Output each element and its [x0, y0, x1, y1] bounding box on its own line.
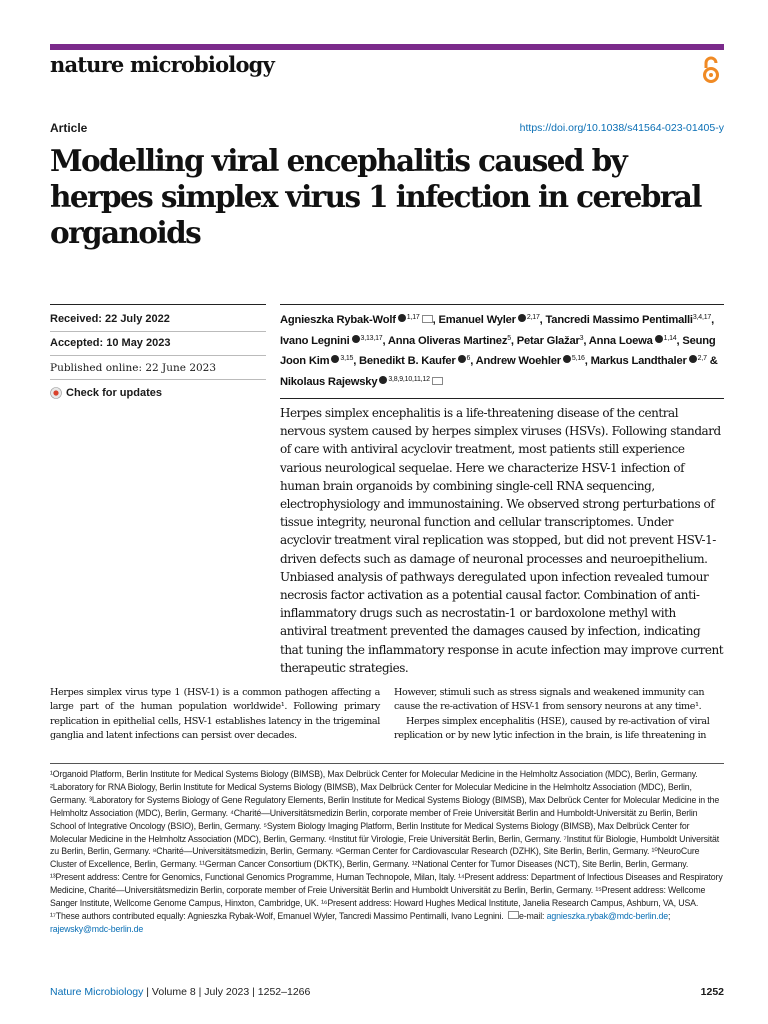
header-accent-bar	[50, 44, 724, 50]
orcid-icon[interactable]	[352, 335, 360, 343]
meta-divider	[50, 355, 266, 356]
email-separator: ;	[668, 910, 671, 921]
orcid-icon[interactable]	[379, 376, 387, 384]
email-icon[interactable]	[432, 377, 443, 385]
author-separator: &	[706, 355, 718, 368]
affiliations-text: ¹Organoid Platform, Berlin Institute for Medical Systems Biology (BIMSB), Max Delbrück Center for Molecular Medicine in the Helmholtz Association (MDC), Berlin, Germany. ²Laboratory for RNA Biology, Berlin Institute for Medical Systems Biology (BIMSB), Max Delbrück Center for Molecular Medicine in the Helmholtz Association (MDC), Berlin, Germany. ³Laboratory for Systems Biology of Gene Regulatory Elements, Berlin Institute for Medical Systems Biology (BIMSB), Max Delbrück Center for Molecular Medicine in the Helmholtz Association (MDC), Berlin, Germany. ⁴Charité—Universitätsmedizin Berlin, corporate member of Freie Universität Berlin and Humboldt-Universität zu Berlin, Berlin School of Integrative Oncology (BSIO), Berlin, Germany. ⁵System Biology Imaging Platform, Berlin Institute for Medical Systems Biology (BIMSB), Max Delbrück Center for Molecular Medicine in the Helmholtz Association (MDC), Berlin, Germany. ⁶Institut für Virologie, Freie Universität Berlin, Berlin, Germany. ⁷Institut für Biologie, Humboldt Universität zu Berlin, Berlin, Germany. ⁸Charité—Universitätsmedizin, Berlin, Germany. ⁹German Center for Cardiovascular Research (DZHK), Site Berlin, Berlin, Germany. ¹⁰NeuroCure Cluster of Excellence, Berlin, Germany. ¹¹German Cancer Consortium (DKTK), Berlin, Germany. ¹²National Center for Tumor Diseases (NCT), Site Berlin, Berlin, Germany. ¹³Present address: Centre for Genomics, Functional Genomics Programme, Human Technopole, Milan, Italy. ¹⁴Present address: Department of Infectious Diseases and Respiratory Medicine, Charité—Universitätsmedizin Berlin, corporate member of Freie Universität Berlin and Humboldt Universität zu Berlin, Berlin, Germany. ¹⁵Present address: Wellcome Sanger Institute, Wellcome Genome Campus, Hinxton, Cambridge, UK. ¹⁶Present address: Howard Hughes Medical Institute, Janelia Research Campus, Ashburn, VA, USA. ¹⁷These authors contributed equally: Agnieszka Rybak-Wolf, Emanuel Wyler, Tancredi Massimo Pentimalli, Ivano Legnini.	[50, 769, 723, 921]
author-separator: ,	[539, 314, 546, 326]
author-name[interactable]: Benedikt B. Kaufer	[359, 355, 456, 368]
author-name[interactable]: Anna Loewa	[588, 334, 653, 347]
orcid-icon[interactable]	[398, 314, 406, 322]
journal-name[interactable]: nature microbiology	[50, 52, 274, 77]
author-name[interactable]: Tancredi Massimo Pentimalli	[545, 314, 693, 326]
update-badge-icon	[50, 387, 62, 399]
author-affiliation-marker: 3	[579, 334, 584, 342]
body-paragraph: Herpes simplex encephalitis (HSE), caused by re-activation of viral replication or by new lytic infection in the brain, is life threatening in	[394, 715, 710, 742]
author-affiliation-marker: 3,13,17	[360, 334, 383, 342]
body-column-left	[50, 686, 380, 744]
affiliations-rule	[50, 763, 724, 764]
affiliations	[50, 768, 724, 936]
doi-link[interactable]: https://doi.org/10.1038/s41564-023-01405-y	[519, 122, 724, 134]
orcid-icon[interactable]	[518, 314, 526, 322]
left-top-rule	[50, 304, 266, 305]
author-affiliation-marker: 2,7	[697, 355, 707, 363]
orcid-icon[interactable]	[689, 355, 697, 363]
author-name[interactable]: Andrew Woehler	[475, 355, 561, 368]
article-title: Modelling viral encephalitis caused by herpes simplex virus 1 infection in cerebral organoids	[50, 143, 701, 250]
email-icon	[508, 911, 519, 919]
author-name[interactable]: Emanuel Wyler	[438, 314, 516, 326]
author-affiliation-marker: 5	[507, 334, 511, 342]
author-name[interactable]: Anna Oliveras Martinez	[387, 334, 508, 347]
orcid-icon[interactable]	[458, 355, 466, 363]
received-date: Received: 22 July 2022	[50, 313, 170, 325]
author-name[interactable]: Nikolaus Rajewsky	[280, 375, 378, 388]
article-type-label: Article	[50, 121, 88, 135]
author-separator: ,	[711, 314, 715, 326]
author-separator: ,	[470, 355, 476, 368]
email-link-rajewsky[interactable]: rajewsky@mdc-berlin.de	[50, 923, 144, 934]
body-paragraph: Herpes simplex virus type 1 (HSV-1) is a common pathogen affecting a large part of the human population worldwide¹. Following primary replication in epithelial cells, HSV-1 establishes latency in the trigeminal ganglia and latent infections can persist over decades.	[50, 687, 380, 742]
author-separator: ,	[382, 334, 388, 347]
author-list	[280, 309, 724, 391]
author-separator: ,	[353, 355, 360, 368]
check-updates-button[interactable]	[50, 387, 162, 399]
footer-journal-link[interactable]: Nature Microbiology	[50, 986, 144, 998]
orcid-icon[interactable]	[331, 355, 339, 363]
body-column-right	[394, 686, 724, 744]
author-separator: ,	[676, 334, 683, 347]
author-affiliation-marker: 3,15	[340, 355, 354, 363]
author-name[interactable]: Markus Landthaler	[590, 355, 687, 368]
author-separator: ,	[583, 334, 589, 347]
author-affiliation-marker: 5,16	[571, 355, 585, 363]
author-affiliation-marker: 3,8,9,10,11,12	[388, 375, 430, 383]
author-separator: ,	[510, 334, 517, 347]
meta-divider	[50, 331, 266, 332]
author-affiliation-marker: 2,17	[526, 314, 540, 321]
orcid-icon[interactable]	[655, 335, 663, 343]
published-date: Published online: 22 June 2023	[50, 362, 217, 374]
email-icon[interactable]	[422, 315, 433, 323]
author-name[interactable]: Ivano Legnini	[280, 334, 350, 347]
author-name[interactable]: Petar Glažar	[516, 334, 580, 347]
page-number: 1252	[700, 986, 724, 998]
author-name[interactable]: Seung Joon Kim	[280, 334, 716, 368]
author-separator: ,	[432, 314, 439, 326]
accepted-date: Accepted: 10 May 2023	[50, 337, 171, 349]
author-affiliation-marker: 3,4,17	[692, 314, 712, 321]
check-updates-label: Check for updates	[66, 387, 162, 399]
abstract: Herpes simplex encephalitis is a life-threatening disease of the central nervous system caused by herpes simplex viruses (HSVs). Following standard of care with antiviral acyclovir treatment, most patients still experience various neurological sequelae. Here we characterize HSV-1 infection of human brain organoids by combining single-cell RNA sequencing, electrophysiology and immunostaining. We observed strong perturbations of tissue integrity, neuronal function and cellular transcriptomes. Under acyclovir treatment viral replication was stopped, but did not prevent HSV-1-driven defects such as damage of neuronal processes and neuroepithelium. Unbiased analysis of pathways deregulated upon infection revealed tumour necrosis factor activation as a potential causal factor. Combination of anti-inflammatory drugs such as necrostatin-1 or bardoxolone methyl with antiviral treatment prevented the damages caused by infection, indicating that tuning the inflammatory response in acute infection may improve current therapeutic strategies.	[280, 406, 724, 675]
orcid-icon[interactable]	[563, 355, 571, 363]
author-separator: ,	[584, 355, 591, 368]
body-paragraph: However, stimuli such as stress signals and weakened immunity can cause the re-activation of HSV-1 from sensory neurons at any time¹.	[394, 687, 705, 713]
author-affiliation-marker: 1,17	[406, 314, 420, 321]
email-link-rybak[interactable]: agnieszka.rybak@mdc-berlin.de	[546, 910, 669, 921]
right-top-rule	[280, 304, 724, 305]
author-name[interactable]: Agnieszka Rybak-Wolf	[280, 314, 396, 326]
footer-citation	[50, 986, 310, 998]
open-access-icon[interactable]	[702, 56, 720, 84]
abstract-rule	[280, 398, 724, 399]
meta-divider	[50, 379, 266, 380]
email-label: e-mail:	[518, 910, 547, 921]
footer-volume: | Volume 8 | July 2023 | 1252–1266	[143, 986, 311, 998]
author-affiliation-marker: 1,14	[663, 334, 677, 342]
author-affiliation-marker: 6	[466, 355, 471, 363]
